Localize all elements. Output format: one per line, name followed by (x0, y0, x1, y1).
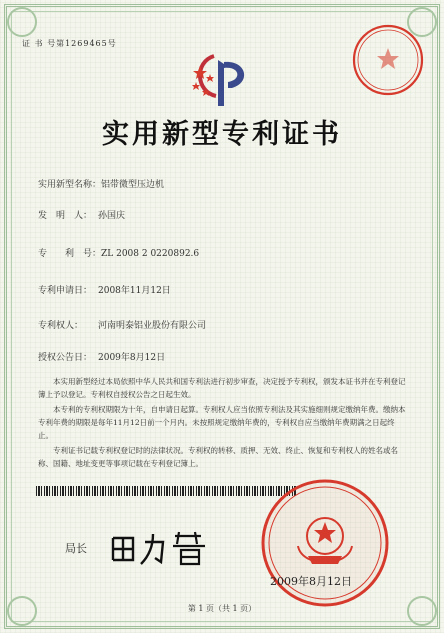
body-paragraph: 专利证书记载专利权登记时的法律状况。专利权的转移、质押、无效、终止、恢复和专利权人的姓名或名称、国籍、地址变更等事项记载在专利登记簿上。 (38, 446, 398, 468)
corner-ornament (7, 7, 37, 37)
barcode (36, 486, 296, 496)
official-seal (258, 476, 392, 610)
field-value: 河南明泰铝业股份有限公司 (98, 321, 207, 331)
certificate-number: 证 书 号第1269465号 (22, 39, 117, 48)
field-value: 2009年8月12日 (98, 353, 166, 363)
field-label: 实用新型名称： (38, 180, 102, 190)
page-footer: 第 1 页（共 1 页） (187, 604, 257, 613)
field-label: 专 利 号： (38, 249, 102, 259)
body-paragraph: 本专利的专利权期限为十年，自申请日起算。专利权人应当依照专利法及其实施细则规定缴纳年费。缴纳本专利年费的期限是每年11月12日前一个月内。未按照规定缴纳年费的，专利权自应当缴纳年费期满之日起终止。 (38, 405, 406, 440)
certificate-body (38, 375, 408, 472)
field-value: 2008年11月12日 (98, 286, 171, 296)
field-label: 专利权人： (38, 321, 84, 331)
patent-office-logo-icon (188, 52, 258, 110)
field-label: 授权公告日： (38, 353, 93, 363)
field-value: 铝带微型压边机 (101, 180, 165, 190)
field-value: ZL 2008 2 0220892.6 (101, 249, 200, 259)
field-utility-model-name (38, 177, 164, 190)
agency-seal (350, 22, 426, 98)
field-filing-date (38, 283, 171, 296)
issue-date: 2009年8月12日 (270, 575, 352, 588)
field-grant-date (38, 350, 165, 363)
field-inventor (38, 208, 125, 221)
director-title: 局长 (65, 542, 87, 555)
field-label: 专利申请日： (38, 286, 93, 296)
director-signature (105, 528, 215, 568)
field-patent-number (38, 246, 199, 259)
field-value: 孙国庆 (98, 211, 126, 221)
body-paragraph: 本实用新型经过本局依照中华人民共和国专利法进行初步审查，决定授予专利权，颁发本证书并在专利登记簿上予以登记。专利权自授权公告之日起生效。 (38, 377, 406, 399)
page-title: 实用新型专利证书 (102, 119, 342, 150)
field-label: 发 明 人： (38, 211, 93, 221)
field-patentee (38, 318, 206, 331)
